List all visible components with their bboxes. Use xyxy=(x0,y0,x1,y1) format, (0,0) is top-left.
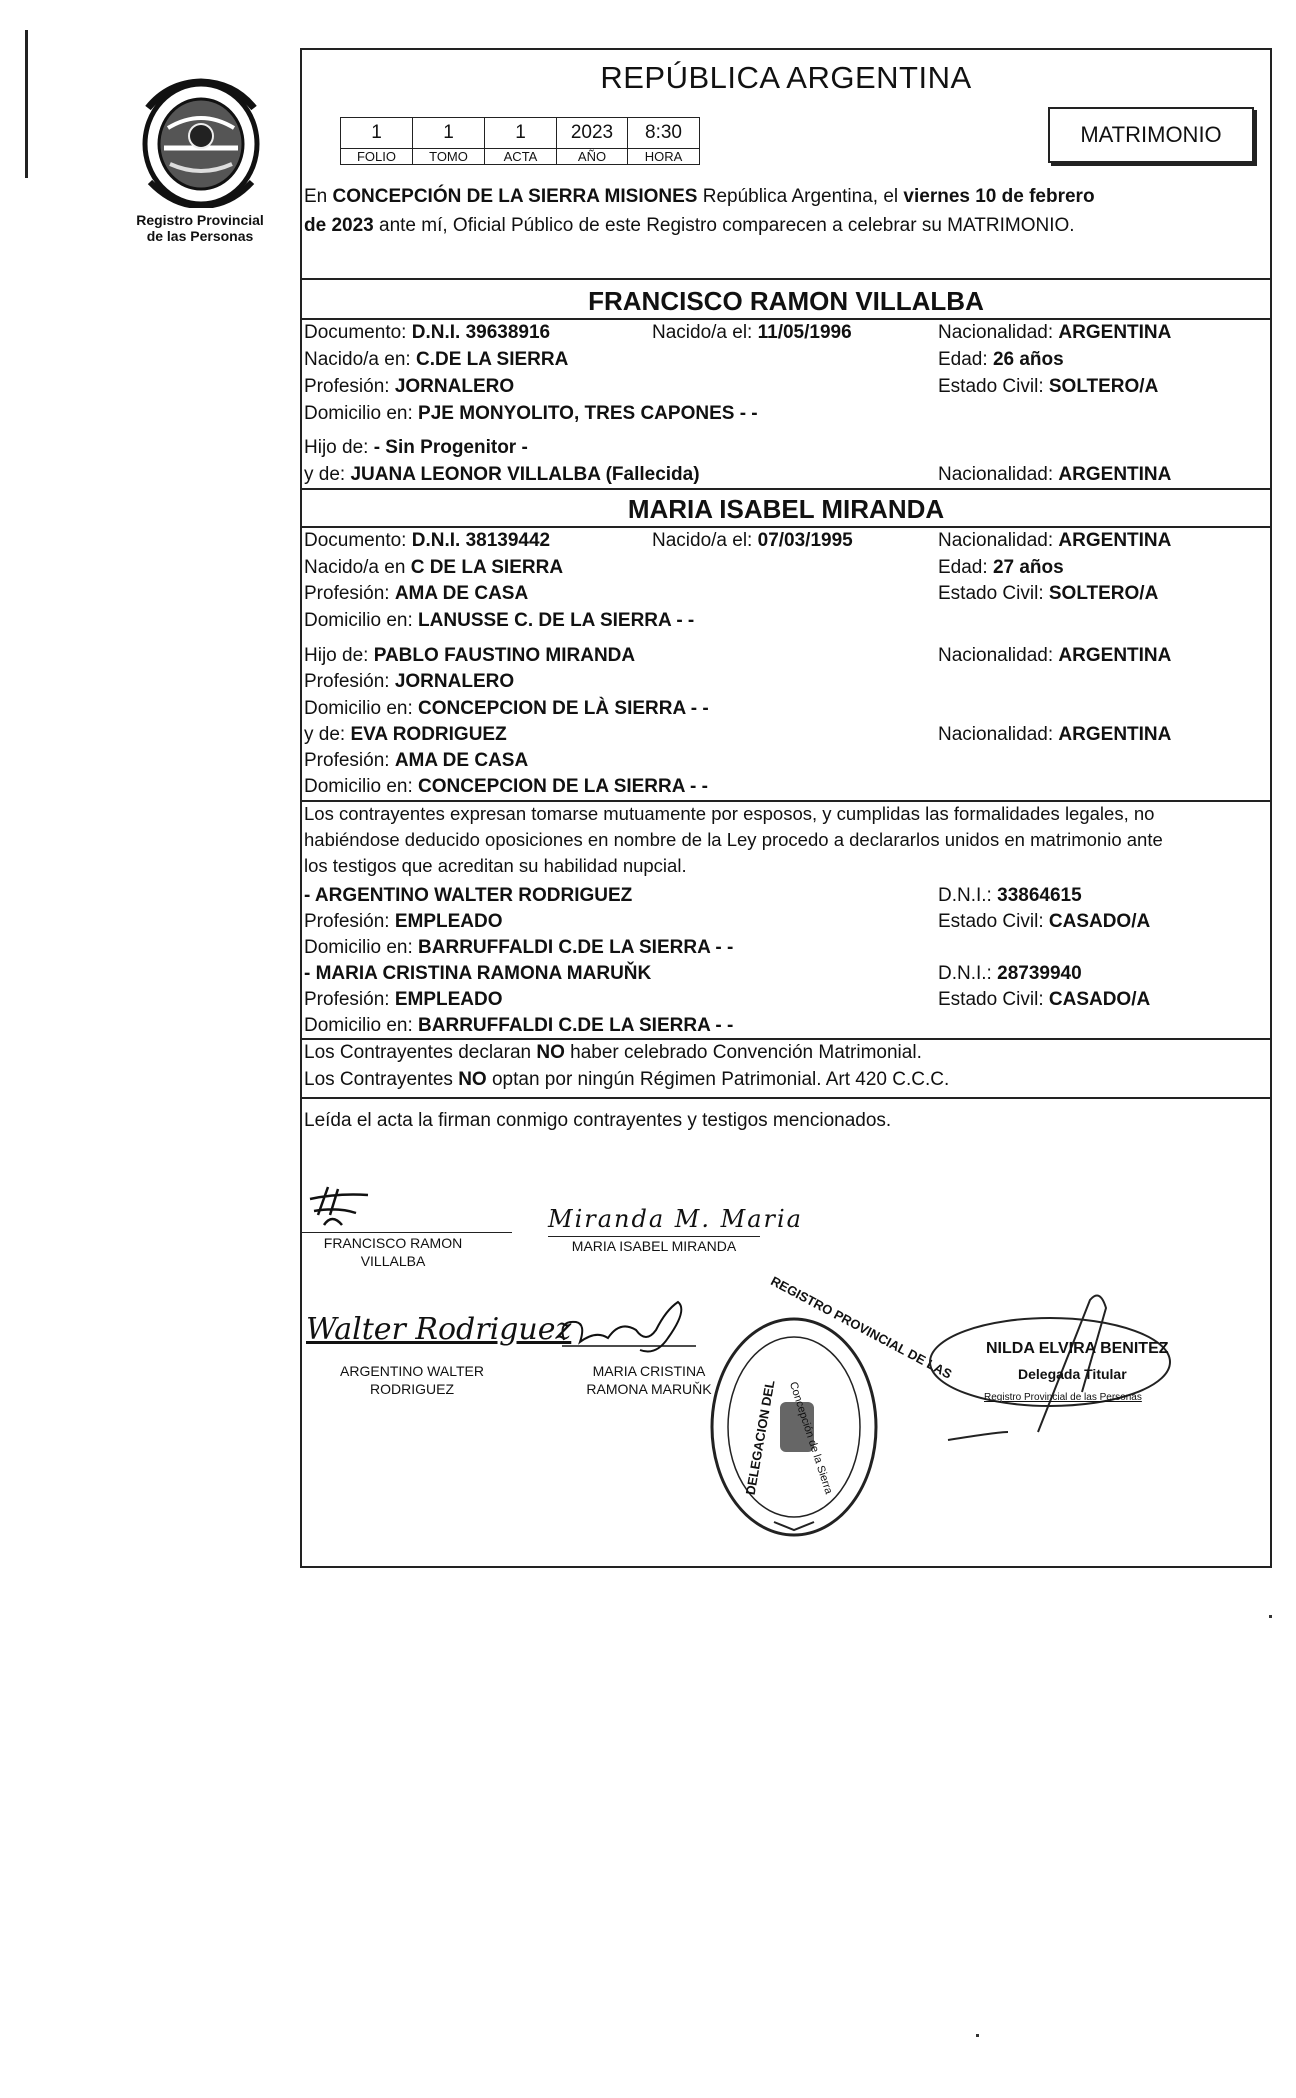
year-value: 2023 xyxy=(557,118,628,149)
logo-caption xyxy=(116,212,284,244)
witness-1-signature: Walter Rodriguez xyxy=(306,1312,572,1347)
witness-2-profession: Profesión: EMPLEADO xyxy=(304,989,503,1010)
bride-signature-caption: MARIA ISABEL MIRANDA xyxy=(571,1238,737,1254)
bride-mother: y de: EVA RODRIGUEZ xyxy=(304,724,507,745)
stamp-bottom-text: DELEGACION DEL xyxy=(742,1378,778,1497)
convention-statement: Los Contrayentes declaran NO haber celebrado Convención Matrimonial. xyxy=(304,1042,922,1063)
bride-civil-status: Estado Civil: SOLTERO/A xyxy=(938,583,1159,604)
groom-birthdate: Nacido/a el: 11/05/1996 xyxy=(652,322,852,343)
declaration-line-1: Los contrayentes expresan tomarse mutuamente por esposos, y cumplidas las formalidades legales, no xyxy=(304,803,1155,824)
margin-line xyxy=(25,30,28,178)
groom-address: Domicilio en: PJE MONYOLITO, TRES CAPONES - - xyxy=(304,403,758,424)
groom-profession: Profesión: JORNALERO xyxy=(304,376,515,397)
official-name: NILDA ELVIRA BENITEZ xyxy=(986,1340,1169,1357)
bride-mother-profession: Profesión: AMA DE CASA xyxy=(304,750,529,771)
stamp-center-text: Concepción de la Sierra xyxy=(786,1380,835,1496)
closing-statement: Leída el acta la firman conmigo contrayentes y testigos mencionados. xyxy=(304,1110,892,1131)
official-title: Delegada Titular xyxy=(1018,1366,1127,1382)
record-id-table xyxy=(340,117,700,165)
witness-1-name: - ARGENTINO WALTER RODRIGUEZ xyxy=(304,885,633,906)
witness-2-civil-status: Estado Civil: CASADO/A xyxy=(938,989,1151,1010)
bride-mother-nationality: Nacionalidad: ARGENTINA xyxy=(938,724,1172,745)
declaration-line-2: habiéndose deducido oposiciones en nombre de la Ley procedo a declararlos unidos en matrimonio ante xyxy=(304,829,1163,850)
intro-date-a: viernes 10 de febrero xyxy=(903,186,1095,207)
logo-caption-line-1: Registro Provincial xyxy=(136,212,264,228)
hour-label: HORA xyxy=(628,149,700,165)
groom-signature-caption: FRANCISCO RAMON VILLALBA xyxy=(323,1235,463,1269)
divider xyxy=(300,1038,1272,1040)
witness-2-signature xyxy=(556,1300,706,1360)
regime-statement: Los Contrayentes NO optan por ningún Régimen Patrimonial. Art 420 C.C.C. xyxy=(304,1069,950,1090)
witness-1-civil-status: Estado Civil: CASADO/A xyxy=(938,911,1151,932)
bride-father: Hijo de: PABLO FAUSTINO MIRANDA xyxy=(304,645,636,666)
folio-label: FOLIO xyxy=(341,149,413,165)
stamp-top-text: REGISTRO PROVINCIAL DE LAS xyxy=(768,1273,955,1382)
declaration-line-3: los testigos que acreditan su habilidad nupcial. xyxy=(304,855,687,876)
groom-name: FRANCISCO RAMON VILLALBA xyxy=(588,286,984,316)
witness-1-dni: D.N.I.: 33864615 xyxy=(938,885,1082,906)
intro-place: CONCEPCIÓN DE LA SIERRA MISIONES xyxy=(332,186,698,207)
intro-line-2: de 2023 ante mí, Oficial Público de este Registro comparecen a celebrar su MATRIMONIO. xyxy=(304,215,1075,236)
bride-father-profession: Profesión: JORNALERO xyxy=(304,671,515,692)
official-registry-stamp xyxy=(704,1312,884,1542)
bride-document: Documento: D.N.I. 38139442 xyxy=(304,530,551,551)
document-title: REPÚBLICA ARGENTINA xyxy=(600,60,972,95)
bride-name: MARIA ISABEL MIRANDA xyxy=(627,494,945,524)
scan-mark xyxy=(1269,1615,1272,1618)
groom-civil-status: Estado Civil: SOLTERO/A xyxy=(938,376,1159,397)
scan-mark xyxy=(976,2034,979,2037)
groom-signature-line xyxy=(300,1232,512,1233)
bride-signature: Miranda M. Maria xyxy=(548,1205,803,1233)
groom-father: Hijo de: - Sin Progenitor - xyxy=(304,437,528,458)
bride-birthplace: Nacido/a en C DE LA SIERRA xyxy=(304,557,564,578)
tomo-value: 1 xyxy=(413,118,485,149)
bride-nationality: Nacionalidad: ARGENTINA xyxy=(938,530,1172,551)
groom-birthplace: Nacido/a en: C.DE LA SIERRA xyxy=(304,349,569,370)
acta-value: 1 xyxy=(485,118,557,149)
witness-2-address: Domicilio en: BARRUFFALDI C.DE LA SIERRA - - xyxy=(304,1015,734,1036)
groom-mother: y de: JUANA LEONOR VILLALBA (Fallecida) xyxy=(304,464,700,485)
official-office: Registro Provincial de las Personas xyxy=(984,1392,1142,1403)
bride-father-nationality: Nacionalidad: ARGENTINA xyxy=(938,645,1172,666)
tomo-label: TOMO xyxy=(413,149,485,165)
witness-2-signature-caption: MARIA CRISTINA RAMONA MARUŇK xyxy=(586,1363,712,1397)
witness-1-signature-caption: ARGENTINO WALTER RODRIGUEZ xyxy=(340,1363,484,1397)
bride-age: Edad: 27 años xyxy=(938,557,1064,578)
bride-address: Domicilio en: LANUSSE C. DE LA SIERRA - - xyxy=(304,610,695,631)
groom-document: Documento: D.N.I. 39638916 xyxy=(304,322,551,343)
witness-2-name: - MARIA CRISTINA RAMONA MARUŇK xyxy=(304,963,652,984)
intro-line-1: En CONCEPCIÓN DE LA SIERRA MISIONES República Argentina, el viernes 10 de febrero xyxy=(304,186,1095,207)
year-label: AÑO xyxy=(557,149,628,165)
divider xyxy=(300,278,1272,280)
hour-value: 8:30 xyxy=(628,118,700,149)
witness-1-address: Domicilio en: BARRUFFALDI C.DE LA SIERRA - - xyxy=(304,937,734,958)
bride-father-address: Domicilio en: CONCEPCION DE LÀ SIERRA - - xyxy=(304,698,709,719)
groom-nationality: Nacionalidad: ARGENTINA xyxy=(938,322,1172,343)
divider xyxy=(300,318,1272,320)
witness-2-dni: D.N.I.: 28739940 xyxy=(938,963,1082,984)
divider xyxy=(300,1097,1272,1099)
acta-label: ACTA xyxy=(485,149,557,165)
groom-mother-nationality: Nacionalidad: ARGENTINA xyxy=(938,464,1172,485)
record-type-box: MATRIMONIO xyxy=(1048,107,1254,163)
bride-birthdate: Nacido/a el: 07/03/1995 xyxy=(652,530,853,551)
divider xyxy=(300,488,1272,490)
groom-signature xyxy=(308,1185,378,1230)
logo-caption-line-2: de las Personas xyxy=(146,228,254,244)
witness-1-profession: Profesión: EMPLEADO xyxy=(304,911,503,932)
folio-value: 1 xyxy=(341,118,413,149)
bride-profession: Profesión: AMA DE CASA xyxy=(304,583,529,604)
province-seal-logo xyxy=(138,78,264,208)
divider xyxy=(300,800,1272,802)
bride-mother-address: Domicilio en: CONCEPCION DE LA SIERRA - - xyxy=(304,776,708,797)
divider xyxy=(300,526,1272,528)
intro-date-b: de 2023 xyxy=(304,215,374,236)
groom-age: Edad: 26 años xyxy=(938,349,1064,370)
